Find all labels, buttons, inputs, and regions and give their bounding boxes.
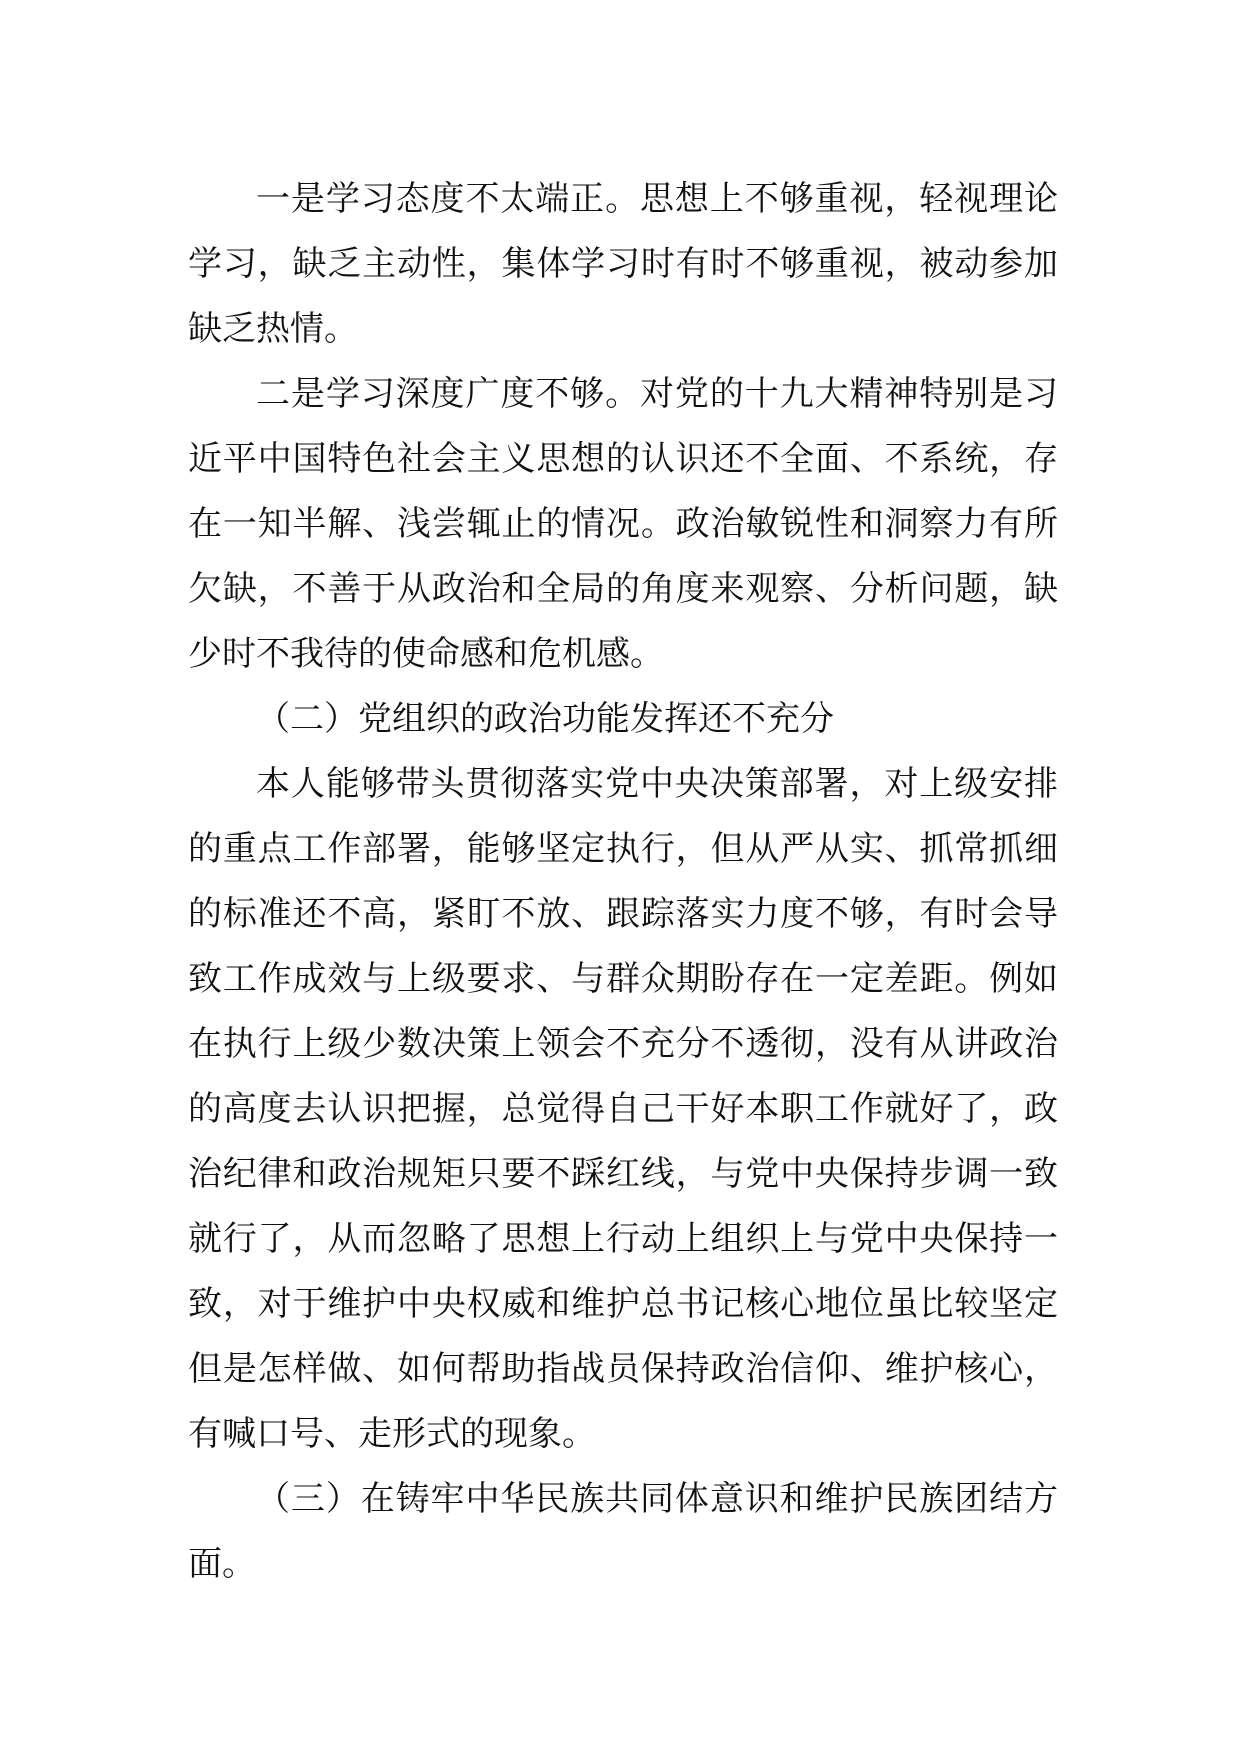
document-body xyxy=(188,167,1058,1597)
paragraph-study-depth: 二是学习深度广度不够。对党的十九大精神特别是习近平中国特色社会主义思想的认识还不全面、不系统，存在一知半解、浅尝辄止的情况。政治敏锐性和洞察力有所欠缺，不善于从政治和全局的角度来观察、分析问题，缺少时不我待的使命感和危机感。 xyxy=(188,374,1058,674)
paragraph-study-attitude: 一是学习态度不太端正。思想上不够重视，轻视理论学习，缺乏主动性，集体学习时有时不够重视，被动参加缺乏热情。 xyxy=(188,179,1058,349)
section-heading-3: （三）在铸牢中华民族共同体意识和维护民族团结方面。 xyxy=(188,1479,1058,1584)
paragraph-political-function: 本人能够带头贯彻落实党中央决策部署，对上级安排的重点工作部署，能够坚定执行，但从严从实、抓常抓细的标准还不高，紧盯不放、跟踪落实力度不够，有时会导致工作成效与上级要求、与群众期盼存在一定差距。例如在执行上级少数决策上领会不充分不透彻，没有从讲政治的高度去认识把握，总觉得自己干好本职工作就好了，政治纪律和政治规矩只要不踩红线，与党中央保持步调一致就行了，从而忽略了思想上行动上组织上与党中央保持一致，对于维护中央权威和维护总书记核心地位虽比较坚定但是怎样做、如何帮助指战员保持政治信仰、维护核心，有喊口号、走形式的现象。 xyxy=(188,764,1058,1454)
section-heading-2: （二）党组织的政治功能发挥还不充分 xyxy=(256,699,834,739)
